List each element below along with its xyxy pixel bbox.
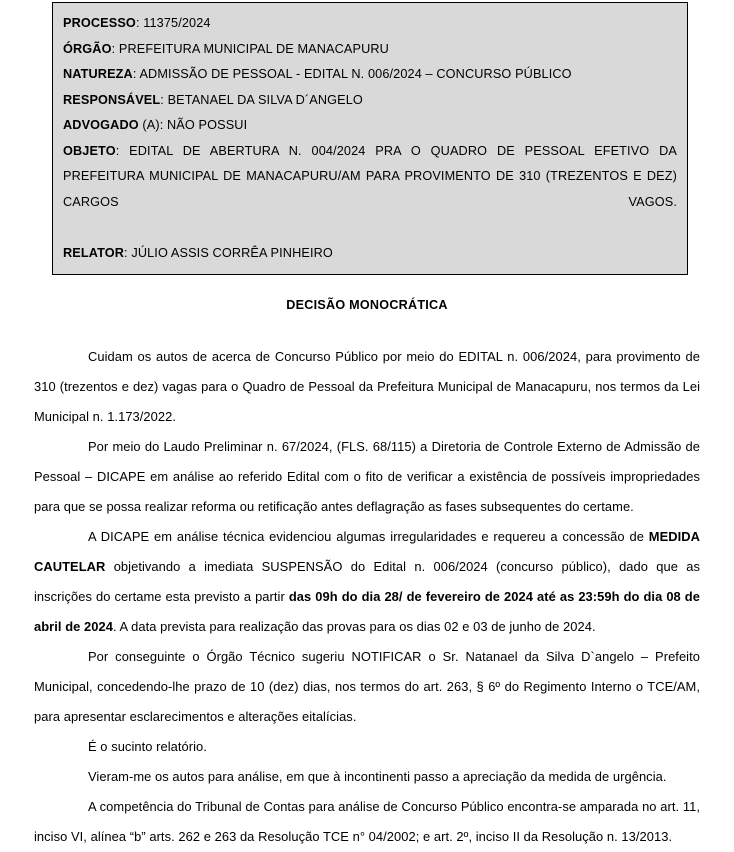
case-header-value: PREFEITURA MUNICIPAL DE MANACAPURU	[115, 41, 389, 56]
case-header-separator: :	[132, 67, 137, 81]
case-header-label: PROCESSO	[63, 16, 136, 30]
case-header-value: JÚLIO ASSIS CORRÊA PINHEIRO	[127, 245, 333, 260]
paragraph-text: É o sucinto relatório.	[88, 739, 207, 754]
case-header-value: 11375/2024	[139, 16, 211, 30]
body-paragraph	[34, 642, 700, 732]
body-paragraph	[34, 432, 700, 522]
case-header-separator: :	[135, 16, 140, 30]
paragraph-text: Por meio do Laudo Preliminar n. 67/2024, (FLS. 68/115) a Diretoria de Controle Externo de Admissão de Pessoal – DICAPE em análise ao referido Edital com o fito de verificar a existência de possíveis impropriedades para que se possa realizar reforma ou retificação antes deflagração as fases subsequentes do certame.	[34, 439, 700, 514]
case-header-label: OBJETO	[63, 143, 116, 158]
case-header-row	[63, 37, 677, 63]
case-header-value: BETANAEL DA SILVA D´ANGELO	[163, 92, 363, 107]
emphasis-text: das 09h do dia 28/ de fevereiro de 2024 até as 23:59h do dia 08 de abril de 2024	[34, 589, 700, 634]
case-header-value: ADMISSÃO DE PESSOAL - EDITAL N. 006/2024 – CONCURSO PÚBLICO	[136, 67, 572, 81]
body-paragraph	[34, 792, 700, 852]
body-paragraph	[34, 522, 700, 642]
paragraph-text: Cuidam os autos de acerca de Concurso Público por meio do EDITAL n. 006/2024, para provimento de 310 (trezentos e dez) vagas para o Quadro de Pessoal da Prefeitura Municipal de Manacapuru, nos termos da Lei Municipal n. 1.173/2022.	[34, 349, 700, 424]
case-header-value: EDITAL DE ABERTURA N. 004/2024 PRA O QUADRO DE PESSOAL EFETIVO DA PREFEITURA MUNICIPAL DE MANACAPURU/AM PARA PROVIMENTO DE 310 (TREZENTOS E DEZ) CARGOS VAGOS.	[63, 143, 677, 209]
body-paragraph	[34, 342, 700, 432]
case-header-row	[63, 241, 677, 267]
case-header-separator: :	[111, 41, 116, 56]
body-paragraph	[34, 732, 700, 762]
case-header-value: NÃO POSSUI	[163, 118, 248, 132]
case-header-row	[63, 62, 677, 88]
case-header-row	[63, 113, 677, 139]
case-header-label: RESPONSÁVEL	[63, 92, 161, 107]
case-header-row	[63, 88, 677, 114]
case-header-label: ÓRGÃO	[63, 41, 112, 56]
document-body	[34, 342, 700, 852]
emphasis-text: MEDIDA CAUTELAR	[34, 529, 700, 574]
paragraph-text: Vieram-me os autos para análise, em que à incontinenti passo a apreciação da medida de urgência.	[88, 769, 667, 784]
paragraph-text: objetivando a imediata SUSPENSÃO do Edital n. 006/2024 (concurso público), dado que as inscrições do certame esta previsto a partir	[34, 559, 700, 604]
paragraph-text: A competência do Tribunal de Contas para análise de Concurso Público encontra-se amparada no art. 11, inciso VI, alínea “b” arts. 262 e 263 da Resolução TCE n° 04/2002; e art. 2º, inciso II da Resolução n. 13/2013.	[34, 799, 700, 844]
case-header-label: RELATOR	[63, 245, 125, 260]
case-header-separator: (A):	[138, 118, 164, 132]
case-header-separator: :	[160, 92, 164, 107]
paragraph-text: . A data prevista para realização das provas para os dias 02 e 03 de junho de 2024.	[112, 619, 596, 634]
page-title: DECISÃO MONOCRÁTICA	[286, 298, 448, 312]
case-header-separator: :	[115, 143, 120, 158]
case-header-row	[63, 11, 677, 37]
case-header-box	[52, 2, 688, 275]
case-header-label: NATUREZA	[63, 67, 133, 81]
body-paragraph	[34, 762, 700, 792]
paragraph-text: A DICAPE em análise técnica evidenciou algumas irregularidades e requereu a concessão de	[88, 529, 649, 544]
case-header-separator: :	[124, 245, 128, 260]
paragraph-text: Por conseguinte o Órgão Técnico sugeriu NOTIFICAR o Sr. Natanael da Silva D`angelo – Prefeito Municipal, concedendo-lhe prazo de 10 (dez) dias, nos termos do art. 263, § 6º do Regimento Interno o TCE/AM, para apresentar esclarecimentos e alterações eitalícias.	[34, 649, 700, 724]
case-header-label: ADVOGADO	[63, 118, 139, 132]
case-header-row	[63, 139, 677, 241]
